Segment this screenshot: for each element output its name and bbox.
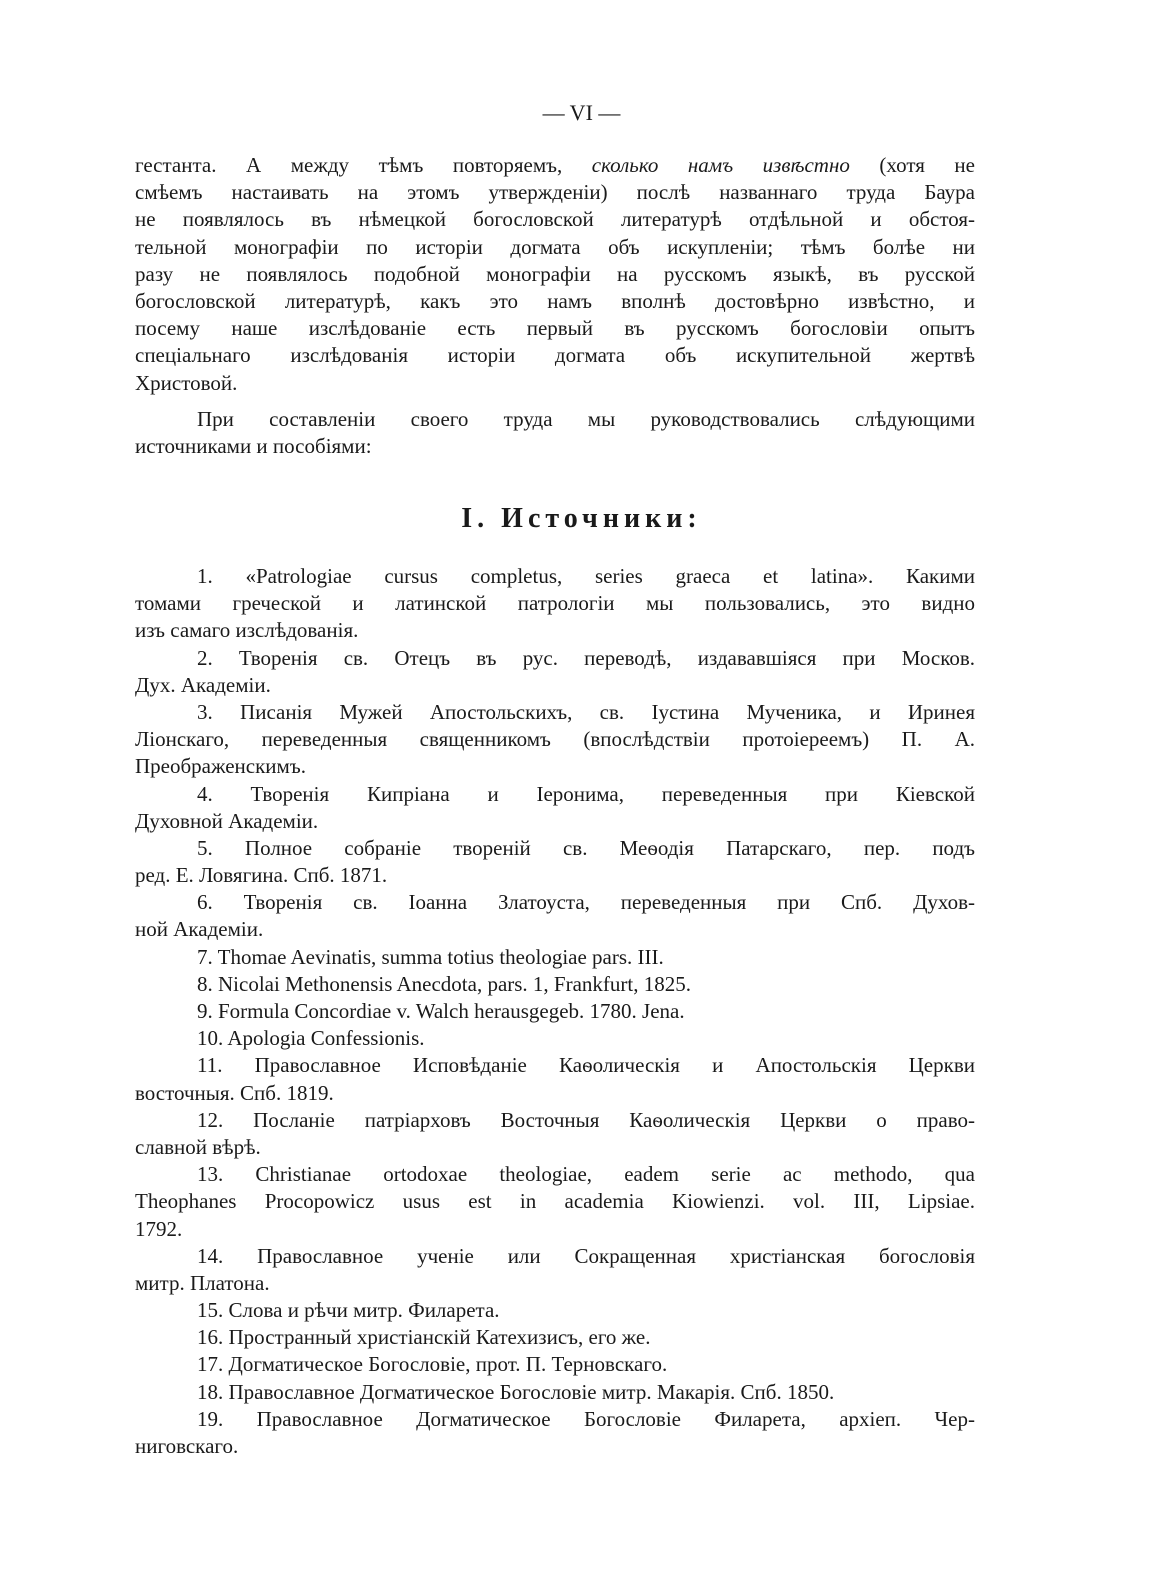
text-line: 7. Thomae Aevinatis, summa totius theologiae pars. III. [197, 944, 664, 969]
source-item [135, 1324, 975, 1351]
text-line: 3. Писанія Мужей Апостольскихъ, св. Іустина Мученика, и Иринея [197, 699, 975, 724]
text-line: 10. Apologia Confessionis. [197, 1026, 425, 1051]
text-line: 15. Слова и рѣчи митр. Филарета. [197, 1298, 500, 1323]
text-line: 17. Догматическое Богословіе, прот. П. Терновскаго. [197, 1352, 668, 1377]
source-item [135, 1297, 975, 1324]
text-line: 1792. [135, 1216, 183, 1241]
text-line: славной вѣрѣ. [135, 1134, 261, 1159]
text-span: посему наше изслѣдованіе есть первый въ русскомъ богословіи опытъ [135, 316, 975, 341]
text-line: 2. Творенія св. Отецъ въ рус. переводѣ, издававшіяся при Москов. [197, 645, 975, 670]
source-item [135, 889, 975, 943]
text-line [135, 206, 975, 233]
text-span: спеціальнаго изслѣдованія исторіи догмата объ искупительной жертвѣ [135, 343, 975, 368]
text-span: (хотя не [849, 153, 975, 177]
text-line: 12. Посланіе патріарховъ Восточныя Каѳолическія Церкви о право- [197, 1107, 975, 1132]
source-item [135, 971, 975, 998]
text-line: 6. Творенія св. Іоанна Златоуста, переведенныя при Спб. Духов- [197, 890, 975, 915]
text-line: Преображенскимъ. [135, 754, 306, 779]
text-line: Духовной Академіи. [135, 808, 319, 833]
text-span: тельной монографіи по исторіи догмата объ искупленіи; тѣмъ болѣе ни [135, 234, 975, 259]
text-line: При составленіи своего труда мы руководствовались слѣдующими [197, 407, 975, 431]
text-line [135, 234, 975, 261]
text-line [135, 370, 975, 397]
text-span: не появлялось въ нѣмецкой богословской литературѣ отдѣльной и обстоя- [135, 207, 975, 232]
text-line [135, 261, 975, 288]
text-span: разу не появлялось подобной монографіи на русскомъ языкѣ, въ русской [135, 261, 975, 286]
text-line: Ліонскаго, переведенныя священникомъ (впослѣдствіи протоіереемъ) П. А. [135, 727, 975, 752]
text-line: 18. Православное Догматическое Богословіе митр. Макарія. Спб. 1850. [197, 1379, 835, 1404]
text-line: 19. Православное Догматическое Богословіе Филарета, архіеп. Чер- [197, 1406, 975, 1431]
text-line [135, 152, 975, 179]
source-item [135, 1161, 975, 1243]
text-line [135, 288, 975, 315]
second-paragraph [135, 406, 975, 460]
text-line: 14. Православное ученіе или Сокращенная христіанская богословія [197, 1243, 975, 1268]
text-line: 8. Nicolai Methonensis Anecdota, pars. 1, Frankfurt, 1825. [197, 971, 691, 996]
source-item [135, 835, 975, 889]
text-line: 13. Christianae ortodoxae theologiae, eadem serie ac methodo, qua [197, 1162, 975, 1187]
text-line: ред. Е. Ловягина. Спб. 1871. [135, 863, 388, 888]
text-line: ной Академіи. [135, 917, 264, 942]
text-line [135, 315, 975, 342]
source-item [135, 1107, 975, 1161]
text-span: гестанта. А между тѣмъ повторяемъ, [135, 153, 592, 177]
text-line: томами греческой и латинской патрологіи мы пользовались, это видно [135, 591, 975, 616]
text-line: 9. Formula Concordiae v. Walch herausgegeb. 1780. Jena. [197, 999, 685, 1023]
page-number: — VI — [542, 100, 621, 125]
text-line: Дух. Академіи. [135, 672, 271, 697]
section-heading: I. Источники: [461, 503, 702, 534]
text-line: 16. Пространный христіанскій Катехизисъ, его же. [197, 1325, 651, 1350]
text-line: 4. Творенія Кипріана и Іеронима, переведенныя при Кіевской [197, 781, 975, 806]
source-item [135, 563, 975, 645]
source-item [135, 1052, 975, 1106]
source-item [135, 1243, 975, 1297]
source-item [135, 645, 975, 699]
intro-paragraph [135, 152, 975, 397]
source-item [135, 1351, 975, 1378]
source-item [135, 781, 975, 835]
text-line: митр. Платона. [135, 1270, 270, 1295]
text-line: восточныя. Спб. 1819. [135, 1080, 334, 1105]
source-item [135, 998, 975, 1025]
text-line: 11. Православное Исповѣданіе Каѳолическія и Апостольскія Церкви [197, 1053, 975, 1078]
text-line: источниками и пособіями: [135, 434, 372, 459]
source-item [135, 1025, 975, 1052]
source-item [135, 1379, 975, 1406]
text-line: 5. Полное собраніе твореній св. Меѳодія Патарскаго, пер. подъ [197, 835, 975, 860]
text-span: смѣемъ настаивать на этомъ утвержденіи) послѣ названнаго труда Баура [135, 180, 975, 205]
source-item [135, 944, 975, 971]
text-span: Христовой. [135, 370, 238, 395]
text-span: богословской литературѣ, какъ это намъ вполнѣ достовѣрно извѣстно, и [135, 288, 975, 313]
sources-list [135, 563, 975, 1460]
text-line: Theophanes Procopowicz usus est in academia Kiowienzi. vol. III, Lipsiae. [135, 1189, 975, 1214]
text-line [135, 342, 975, 369]
text-line: изъ самаго изслѣдованія. [135, 618, 359, 643]
text-line: 1. «Patrologiae cursus completus, series graeca et latina». Какими [197, 564, 975, 588]
italic-phrase: сколько намъ извѣстно [591, 153, 850, 177]
source-item [135, 699, 975, 781]
source-item [135, 1406, 975, 1460]
text-line [135, 179, 975, 206]
text-line: ниговскаго. [135, 1434, 239, 1458]
